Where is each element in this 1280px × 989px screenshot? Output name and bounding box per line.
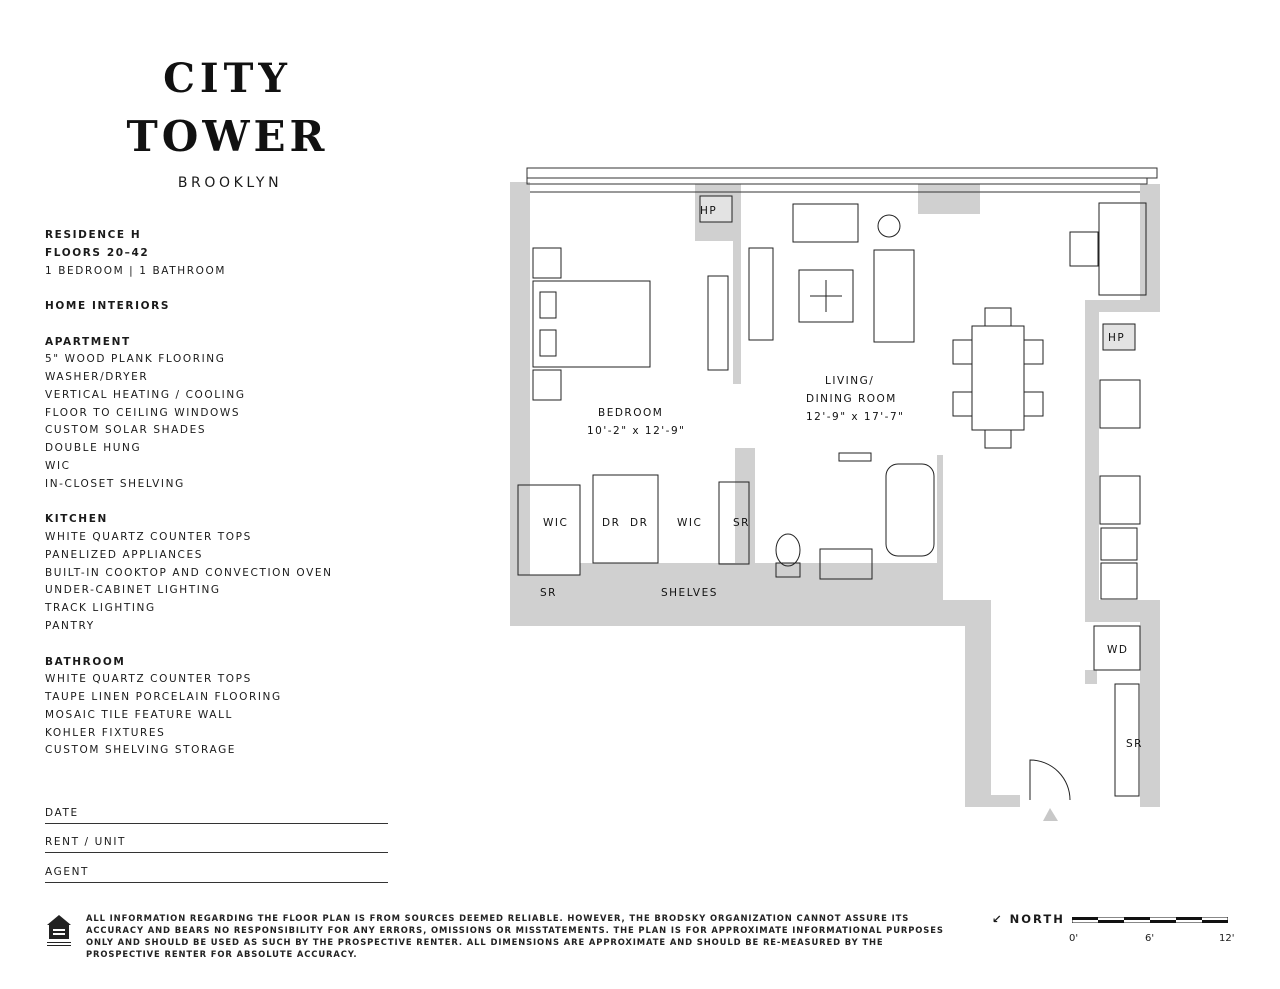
north-label: NORTH xyxy=(1009,912,1065,926)
sr-label-3: SR xyxy=(1126,738,1143,750)
scale-tick-12: 12' xyxy=(1219,933,1235,944)
kitchen-heading: KITCHEN xyxy=(45,513,108,525)
apartment-item: 5" WOOD PLANK FLOORING xyxy=(45,353,226,365)
kitchen-item: TRACK LIGHTING xyxy=(45,602,156,614)
bathroom-item: KOHLER FIXTURES xyxy=(45,727,166,739)
hp-label-2: HP xyxy=(1108,332,1126,344)
disclaimer: ALL INFORMATION REGARDING THE FLOOR PLAN IS FROM SOURCES DEEMED RELIABLE. HOWEVER, THE BRODSKY ORGANIZATION CANNOT ASSURE ITS ACCURACY AND BEARS NO RESPONSIBILITY FOR ANY ERRORS, OMISSIONS OR MISSTATEMENTS. THE PLAN IS FOR APPROXIMATE INFORMATIONAL PURPOSES ONLY AND SHOULD BE USED AS SUCH BY THE PROSPECTIVE RENTER. ALL DIMENSIONS ARE APPROXIMATE AND SHOULD BE RE-MEASURED BY THE PROSPECTIVE RENTER FOR ABSOLUTE ACCURACY. xyxy=(86,913,944,959)
rent-unit-field[interactable] xyxy=(45,852,388,853)
residence-name: RESIDENCE H xyxy=(45,229,142,241)
date-field[interactable] xyxy=(45,823,388,824)
logo-tower: TOWER xyxy=(126,112,329,161)
north-arrow-icon: ↙ xyxy=(992,912,1004,926)
dr-label-2: DR xyxy=(630,517,649,529)
residence-layout: 1 BEDROOM | 1 BATHROOM xyxy=(45,265,227,277)
wic-label-1: WIC xyxy=(543,517,569,529)
agent-label: AGENT xyxy=(45,866,90,878)
dr-label-1: DR xyxy=(602,517,621,529)
scale-tick-6: 6' xyxy=(1145,933,1155,944)
apartment-item: WASHER/DRYER xyxy=(45,371,149,383)
bathroom-item: WHITE QUARTZ COUNTER TOPS xyxy=(45,673,252,685)
apartment-heading: APARTMENT xyxy=(45,336,131,348)
agent-field[interactable] xyxy=(45,882,388,883)
logo-brooklyn: BROOKLYN xyxy=(177,175,283,191)
floor-plan xyxy=(500,160,1190,830)
kitchen-item: WHITE QUARTZ COUNTER TOPS xyxy=(45,531,252,543)
equal-housing-opportunity-icon xyxy=(45,913,73,947)
apartment-item: CUSTOM SOLAR SHADES xyxy=(45,424,207,436)
hp-label-1: HP xyxy=(700,205,718,217)
date-label: DATE xyxy=(45,807,79,819)
rent-unit-label: RENT / UNIT xyxy=(45,836,127,848)
kitchen-item: BUILT-IN COOKTOP AND CONVECTION OVEN xyxy=(45,567,333,579)
apartment-item: FLOOR TO CEILING WINDOWS xyxy=(45,407,241,419)
apartment-item: IN-CLOSET SHELVING xyxy=(45,478,185,490)
sr-label-1: SR xyxy=(733,517,750,529)
kitchen-item: PANELIZED APPLIANCES xyxy=(45,549,203,561)
shelves-label: SHELVES xyxy=(661,587,718,599)
bathroom-heading: BATHROOM xyxy=(45,656,126,668)
kitchen-item: UNDER-CABINET LIGHTING xyxy=(45,584,221,596)
apartment-item: VERTICAL HEATING / COOLING xyxy=(45,389,246,401)
hp-boxes xyxy=(700,196,1135,350)
walls xyxy=(510,182,1160,807)
living-label: LIVING/ xyxy=(825,375,875,387)
scale-tick-0: 0' xyxy=(1069,933,1079,944)
kitchen-item: PANTRY xyxy=(45,620,95,632)
window-frames xyxy=(527,168,1157,192)
living-dimensions: 12'-9" x 17'-7" xyxy=(806,411,905,423)
apartment-item: WIC xyxy=(45,460,71,472)
wic-label-2: WIC xyxy=(677,517,703,529)
residence-floors: FLOORS 20–42 xyxy=(45,247,150,259)
north-indicator xyxy=(992,912,1065,926)
logo-city: CITY xyxy=(163,55,292,102)
bathroom-item: MOSAIC TILE FEATURE WALL xyxy=(45,709,233,721)
furniture xyxy=(518,203,1146,800)
bathroom-item: TAUPE LINEN PORCELAIN FLOORING xyxy=(45,691,282,703)
apartment-item: DOUBLE HUNG xyxy=(45,442,142,454)
entry-marker xyxy=(1043,808,1058,821)
bedroom-label: BEDROOM xyxy=(598,407,664,419)
home-interiors-heading: HOME INTERIORS xyxy=(45,300,170,312)
scale-bar xyxy=(1072,917,1228,923)
bedroom-dimensions: 10'-2" x 12'-9" xyxy=(587,425,686,437)
sr-label-2: SR xyxy=(540,587,557,599)
dining-label: DINING ROOM xyxy=(806,393,897,405)
bathroom-item: CUSTOM SHELVING STORAGE xyxy=(45,744,237,756)
wd-label: WD xyxy=(1107,644,1129,656)
